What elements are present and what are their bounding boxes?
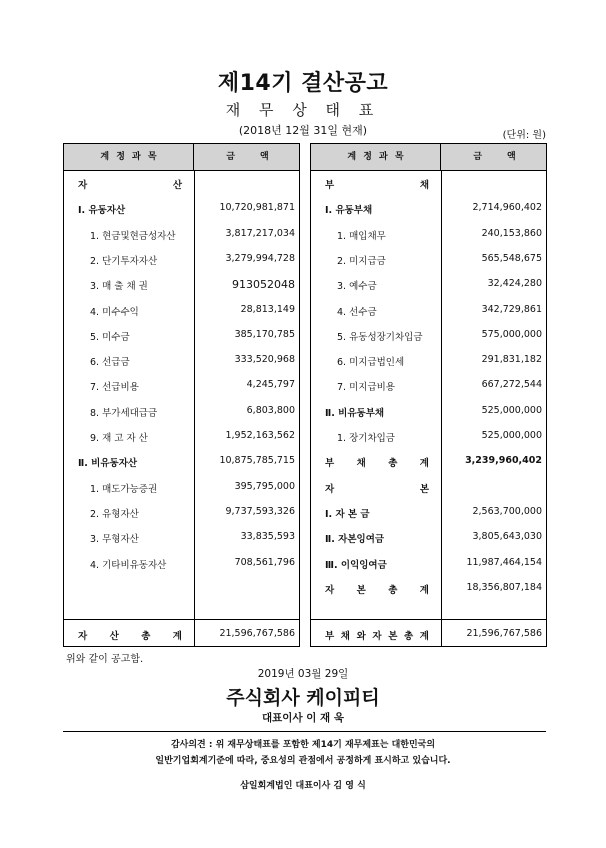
account-name: Ⅲ. 이익잉여금 <box>325 559 387 571</box>
amount-value: 28,813,149 <box>240 303 295 315</box>
amount-value: 9,737,593,326 <box>225 505 295 517</box>
table-row <box>311 272 546 297</box>
account-name: 1. 장기차입금 <box>337 433 395 444</box>
table-row <box>311 424 546 449</box>
section-label <box>78 628 182 642</box>
label-char: 총 <box>388 584 398 596</box>
account-name: Ⅱ. 비유동자산 <box>78 458 138 470</box>
amount-value: 342,729,861 <box>481 303 542 315</box>
audit-line-1: 감사의견 : 위 재무상태표를 포함한 제14기 재무제표는 대한민국의 <box>170 740 436 750</box>
amount-value: 10,720,981,871 <box>219 202 295 214</box>
table-row <box>64 298 299 323</box>
table-row <box>64 272 299 297</box>
account-name: 1. 현금및현금성자산 <box>90 230 176 242</box>
account-name: 4. 미수수익 <box>90 306 139 318</box>
table-row <box>64 373 299 398</box>
table-row <box>311 247 546 272</box>
amount-value: 33,835,593 <box>240 531 295 543</box>
label-char: 부 <box>325 631 335 642</box>
label-char: 채 <box>356 458 366 470</box>
table-row <box>64 500 299 525</box>
account-name: 3. 매 출 채 권 <box>90 281 148 293</box>
header-account: 계 정 과 목 <box>64 144 194 170</box>
total-divider <box>311 619 546 620</box>
table-row <box>64 323 299 348</box>
account-name: 2. 미지급금 <box>337 255 386 267</box>
account-name: 4. 기타비유동자산 <box>90 559 167 571</box>
section-label <box>325 582 429 596</box>
divider <box>63 731 546 732</box>
table-row <box>64 525 299 550</box>
total-row <box>64 622 299 647</box>
table-row <box>311 475 546 500</box>
amount-value: 708,561,796 <box>234 556 295 568</box>
table-row <box>64 475 299 500</box>
amount-value: 3,239,960,402 <box>465 455 542 467</box>
amount-value: 565,548,675 <box>481 252 542 264</box>
label-char: 채 <box>340 631 350 642</box>
table-row <box>311 196 546 221</box>
account-name: Ⅱ. 비유동부채 <box>325 407 385 419</box>
amount-value: 10,875,785,715 <box>219 455 295 467</box>
label-char: 총 <box>388 458 398 470</box>
amount-value: 3,279,994,728 <box>225 252 295 264</box>
account-name: Ⅰ. 유동부채 <box>325 205 373 217</box>
section-label <box>325 455 429 469</box>
table-row <box>311 348 546 373</box>
account-name: Ⅰ. 자 본 금 <box>325 508 370 520</box>
amount-value: 3,817,217,034 <box>225 227 295 239</box>
statement-title: 재 무 상 태 표 <box>225 101 381 119</box>
label-char: 부 <box>325 458 335 470</box>
table-row <box>64 449 299 474</box>
notice-date: 2019년 03월 29일 <box>257 668 349 680</box>
as-of-date: (2018년 12월 31일 현재) <box>238 124 368 137</box>
label-char: 자 <box>78 180 88 191</box>
amount-value: 240,153,860 <box>481 227 542 239</box>
amount-value: 2,714,960,402 <box>472 202 542 214</box>
amount-value: 385,170,785 <box>234 328 295 340</box>
section-label <box>325 177 429 191</box>
table-row <box>311 222 546 247</box>
account-name: 2. 유형자산 <box>90 508 139 520</box>
company-name: 주식회사 케이피티 <box>226 687 380 709</box>
amount-value: 3,805,643,030 <box>472 531 542 543</box>
amount-value: 11,987,464,154 <box>466 556 542 568</box>
amount-value: 2,563,700,000 <box>472 505 542 517</box>
section-header-row <box>64 171 299 196</box>
amount-value: 32,424,280 <box>487 278 542 290</box>
representative: 대표이사 이 재 욱 <box>262 712 344 724</box>
account-name: Ⅰ. 유동자산 <box>78 205 126 217</box>
label-char: 계 <box>419 584 429 596</box>
label-char: 본 <box>356 584 366 596</box>
label-char: 계 <box>172 631 182 642</box>
account-name: 1. 매입채무 <box>337 230 386 242</box>
label-char: 계 <box>419 458 429 470</box>
label-char: 자 <box>325 584 335 596</box>
label-char: 자 <box>372 631 382 642</box>
label-char: 채 <box>419 180 429 191</box>
table-row <box>311 323 546 348</box>
account-name: 4. 선수금 <box>337 306 377 318</box>
assets-table-header <box>64 144 299 171</box>
label-char: 본 <box>419 483 429 495</box>
unit-label: (단위: 원) <box>502 130 546 141</box>
amount-value: 1,952,163,562 <box>225 430 295 441</box>
account-name: 9. 재 고 자 산 <box>90 433 148 444</box>
label-char: 총 <box>403 631 414 642</box>
account-name: 3. 예수금 <box>337 281 377 293</box>
liabilities-table-header <box>311 144 546 171</box>
table-row <box>311 525 546 550</box>
table-row <box>64 424 299 449</box>
table-row <box>311 551 546 576</box>
assets-table <box>63 143 300 647</box>
total-amount: 21,596,767,586 <box>219 628 295 639</box>
table-row <box>64 222 299 247</box>
amount-value: 525,000,000 <box>481 430 542 441</box>
table-row <box>64 196 299 221</box>
table-row <box>311 399 546 424</box>
label-char: 본 <box>388 631 398 642</box>
account-name: Ⅱ. 자본잉여금 <box>325 534 385 546</box>
amount-value: 291,831,182 <box>481 354 542 366</box>
section-label <box>78 177 182 191</box>
table-row <box>64 348 299 373</box>
table-row <box>311 500 546 525</box>
table-row <box>64 551 299 576</box>
auditor: 삼일회계법인 대표이사 김 영 식 <box>240 781 366 791</box>
total-row <box>311 622 546 647</box>
table-row <box>311 373 546 398</box>
label-char: 자 <box>78 631 88 642</box>
table-row <box>64 399 299 424</box>
amount-value: 333,520,968 <box>234 354 295 366</box>
audit-opinion <box>0 737 606 769</box>
amount-value: 6,803,800 <box>246 404 295 416</box>
account-name: 7. 미지급비용 <box>337 382 395 394</box>
header-amount: 금 액 <box>473 152 516 162</box>
account-name: 2. 단기투자자산 <box>90 255 158 267</box>
label-char: 계 <box>419 631 429 642</box>
table-row <box>311 576 546 601</box>
header-amount: 금 액 <box>226 152 269 162</box>
account-name: 3. 무형자산 <box>90 534 139 546</box>
account-name: 5. 미수금 <box>90 331 130 343</box>
account-name: 1. 매도가능증권 <box>90 483 158 495</box>
account-name: 7. 선급비용 <box>90 382 139 394</box>
label-char: 산 <box>109 631 119 642</box>
section-label <box>325 628 429 642</box>
label-char: 부 <box>325 180 335 191</box>
label-char: 총 <box>141 631 151 642</box>
section-label <box>325 481 429 495</box>
amount-value: 18,356,807,184 <box>466 581 542 593</box>
account-name: 6. 선급금 <box>90 357 130 369</box>
notice-title: 제14기 결산공고 <box>217 71 389 96</box>
amount-value: 667,272,544 <box>481 379 542 391</box>
table-row <box>311 298 546 323</box>
amount-value: 525,000,000 <box>481 404 542 416</box>
amount-value: 575,000,000 <box>481 328 542 340</box>
header-account: 계 정 과 목 <box>311 144 441 170</box>
label-char: 자 <box>325 483 335 495</box>
account-name: 6. 미지급법인세 <box>337 357 405 369</box>
total-divider <box>64 619 299 620</box>
amount-value: 4,245,797 <box>246 379 295 391</box>
total-amount: 21,596,767,586 <box>466 628 542 639</box>
label-char: 와 <box>356 631 366 642</box>
amount-value: 913052048 <box>232 278 295 292</box>
liabilities-equity-table <box>310 143 547 647</box>
account-name: 5. 유동성장기차입금 <box>337 331 423 343</box>
table-row <box>311 449 546 474</box>
table-row <box>64 247 299 272</box>
account-name: 8. 부가세대급금 <box>90 407 158 419</box>
label-char: 산 <box>172 180 182 191</box>
notice-statement: 위와 같이 공고함. <box>66 654 144 665</box>
amount-value: 395,795,000 <box>234 480 295 492</box>
audit-line-2: 일반기업회계기준에 따라, 중요성의 관점에서 공정하게 표시하고 있습니다. <box>155 756 451 766</box>
section-header-row <box>311 171 546 196</box>
